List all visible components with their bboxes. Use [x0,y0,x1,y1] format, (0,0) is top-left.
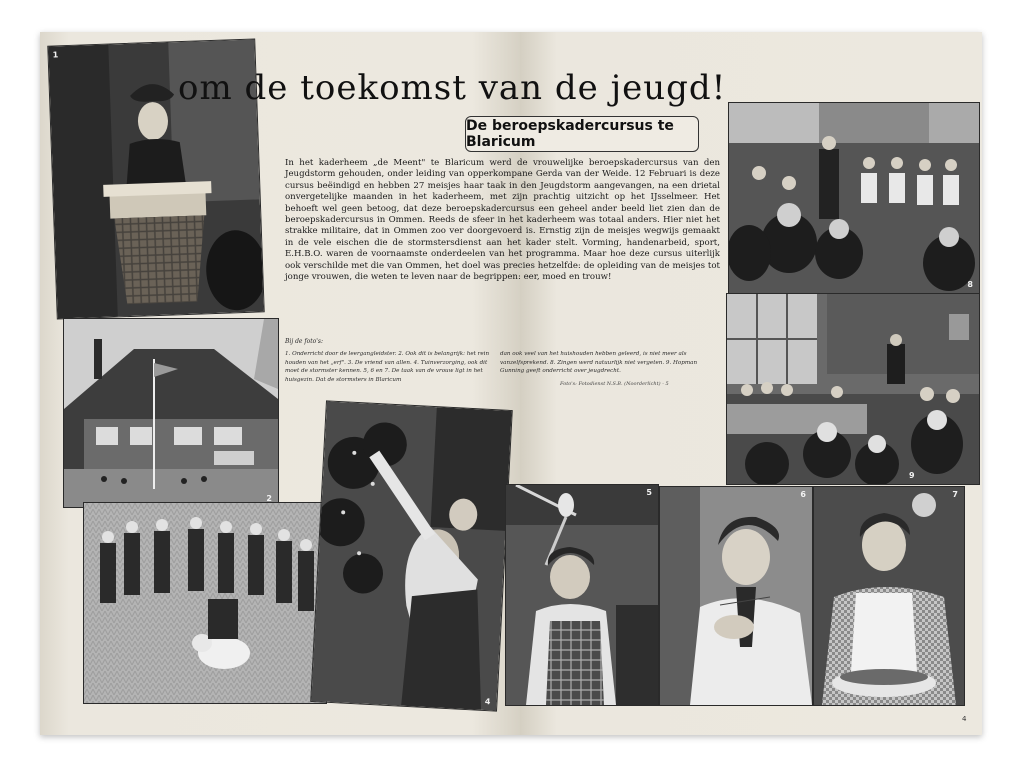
captions-title: Bij de foto's: [285,338,324,345]
photo-7-woman-with-bowl [813,486,965,706]
page-number: 4 [962,715,967,723]
captions-column-2: dan ook veel van het huishouden hebben geleerd, is niet meer als vanzelfsprekend. 8. Zingen werd natuurlijk niet vergeten. 9. Hopman Gunning geeft onderricht over jeugdrecht. [500,351,698,375]
photo-number: 8 [967,280,973,289]
photo-number: 9 [909,471,915,480]
captions-column-1: 1. Onderricht door de leergangleidster. 2. Ook dit is belangrijk: het rein houden van het „erf". 3. De vriend van allen. 4. Tuinverzorging, ook dit moet de stormster kennen. 5, 6 en 7. De taak van de vrouw ligt in het huisgezin. Dat de stormsters in Blaricum [285,351,490,383]
photo-8-singing-group [728,102,980,294]
headline: om de toekomst van de jeugd! [178,68,727,108]
photo-2-house-kaderheem [63,318,279,508]
photo-captions [285,338,721,383]
photo-number: 4 [484,697,491,707]
photo-number: 2 [266,494,272,503]
photo-6-woman-sewing [659,486,813,706]
subheadline-box [465,116,699,152]
photo-4-gardening [310,400,513,711]
article-body: In het kaderheem „de Meent" te Blaricum werd de vrouwelijke beroepskadercursus van den Jeugdstorm gehouden, onder leiding van opperkompane Gerda van der Weide. 12 Februari is deze cursus beëindigd en hebben 27 meisjes haar taak in den Jeugdstorm aangevangen, na een drietal onvergetelijke maanden in het kaderheem, met zijn prachtig uitzicht op het IJsselmeer. Het behoeft wel geen betoog, dat deze beroepskadercursus een geheel ander beeld liet zien dan de beroepskadercursus in Ommen. Reeds de sfeer in het kaderheem was totaal anders. Hier niet het strakke militaire, dat in Ommen zoo ver doorgevoerd is. Ernstig zijn de meisjes wegwijs gemaakt in de vele eischen die de stormstersdienst aan het kader stelt. Vorming, handenarbeid, sport, E.H.B.O. waren de voornaamste onderdeelen van het programma. Maar hoe deze cursus uiterlijk ook verschilde met die van Ommen, het doel was precies hetzelfde: de opleiding van de meisjes tot jonge vrouwen, die weten te leven naar de begrippen: eer, moed en trouw! [285,158,720,283]
photo-5-woman-with-whisk [505,484,659,706]
photo-credit: Foto's: Fotodienst N.S.B. (Noorderlicht) - 5 [560,381,669,387]
photo-9-classroom [726,293,980,485]
photo-number: 5 [646,488,652,497]
photo-3-girls-with-dog [83,502,327,704]
photo-number: 7 [952,490,958,499]
subheadline: De beroepskadercursus te Blaricum [466,118,674,150]
photo-number: 1 [52,50,59,60]
photo-number: 6 [800,490,806,499]
